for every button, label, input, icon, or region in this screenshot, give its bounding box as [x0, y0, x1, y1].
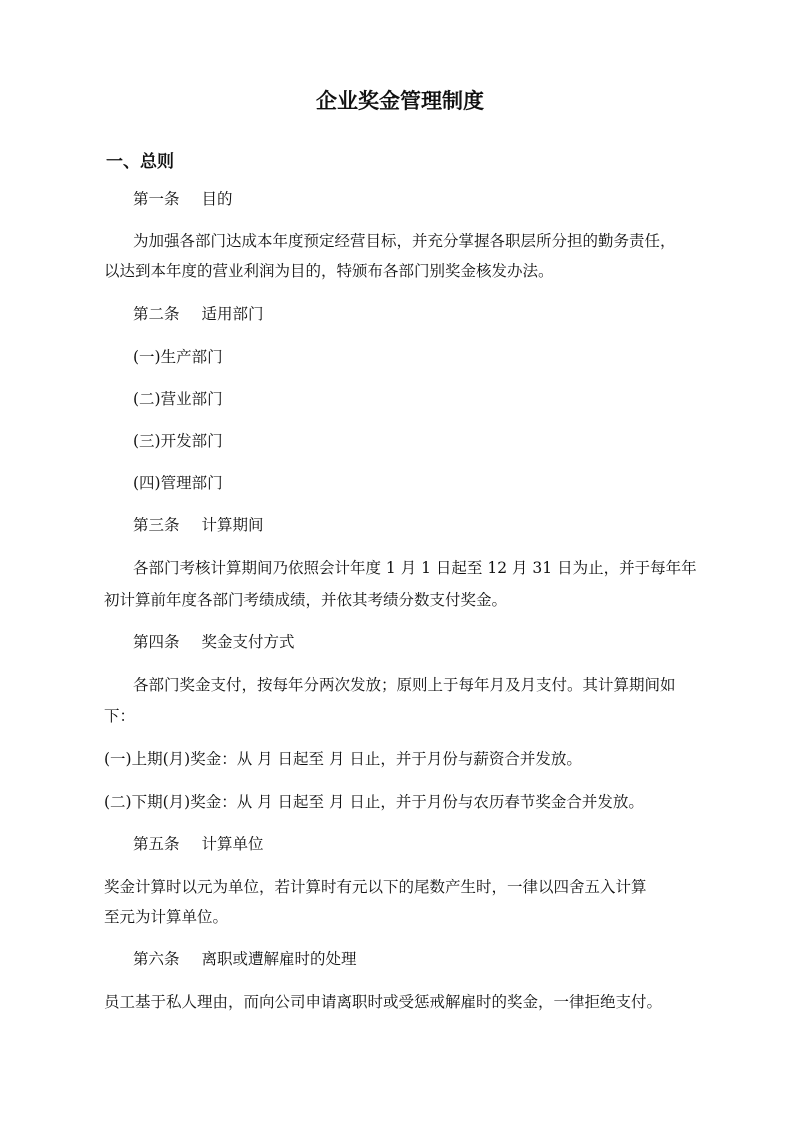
department-item: (一)生产部门 [133, 348, 223, 366]
article-4-label: 第四条 [133, 633, 180, 651]
article-3-paragraph-line-1: 各部门考核计算期间乃依照会计年度 1 月 1 日起至 12 月 31 日为止，并于每年年 [133, 559, 697, 577]
article-4-item-2: (二)下期(月)奖金：从 月 日起至 月 日止，并于月份与农历春节奖金合并发放。 [104, 793, 644, 811]
article-1-title: 目的 [201, 190, 233, 208]
article-4-paragraph-line-1: 各部门奖金支付，按每年分两次发放；原则上于每年月及月支付。其计算期间如 [133, 676, 676, 694]
article-5-paragraph-line-1: 奖金计算时以元为单位，若计算时有元以下的尾数产生时，一律以四舍五入计算 [104, 878, 647, 896]
article-6-heading [133, 948, 708, 970]
article-1-paragraph-line-2: 以达到本年度的营业利润为目的，特颁布各部门别奖金核发办法。 [104, 262, 554, 280]
article-5-label: 第五条 [133, 835, 180, 853]
article-4-title: 奖金支付方式 [201, 633, 295, 651]
article-5-heading [133, 833, 708, 855]
article-5-title: 计算单位 [201, 835, 264, 853]
article-5-paragraph-line-2: 至元为计算单位。 [104, 908, 229, 926]
article-1-paragraph-line-1: 为加强各部门达成本年度预定经营目标，并充分掌握各职层所分担的勤务责任， [133, 232, 676, 250]
article-2-title: 适用部门 [201, 305, 264, 323]
article-6-paragraph: 员工基于私人理由，而向公司申请离职时或受惩戒解雇时的奖金，一律拒绝支付。 [104, 993, 663, 1011]
article-1-label: 第一条 [133, 190, 180, 208]
article-4-heading [133, 631, 708, 653]
article-3-title: 计算期间 [201, 516, 264, 534]
section-heading-general: 一、总则 [106, 152, 174, 172]
article-2-heading [133, 303, 708, 325]
article-6-label: 第六条 [133, 950, 180, 968]
article-4-item-1: (一)上期(月)奖金：从 月 日起至 月 日止，并于月份与薪资合并发放。 [104, 750, 582, 768]
article-4-paragraph-line-2: 下： [104, 707, 136, 725]
article-3-paragraph-line-2: 初计算前年度各部门考绩成绩，并依其考绩分数支付奖金。 [104, 591, 508, 609]
article-3-label: 第三条 [133, 516, 180, 534]
article-1-heading [133, 188, 708, 210]
article-6-title: 离职或遭解雇时的处理 [201, 950, 357, 968]
article-2-label: 第二条 [133, 305, 180, 323]
department-item: (二)营业部门 [133, 390, 223, 408]
article-3-heading [133, 514, 708, 536]
department-item: (四)管理部门 [133, 474, 223, 492]
department-item: (三)开发部门 [133, 432, 223, 450]
document-title: 企业奖金管理制度 [316, 88, 484, 113]
